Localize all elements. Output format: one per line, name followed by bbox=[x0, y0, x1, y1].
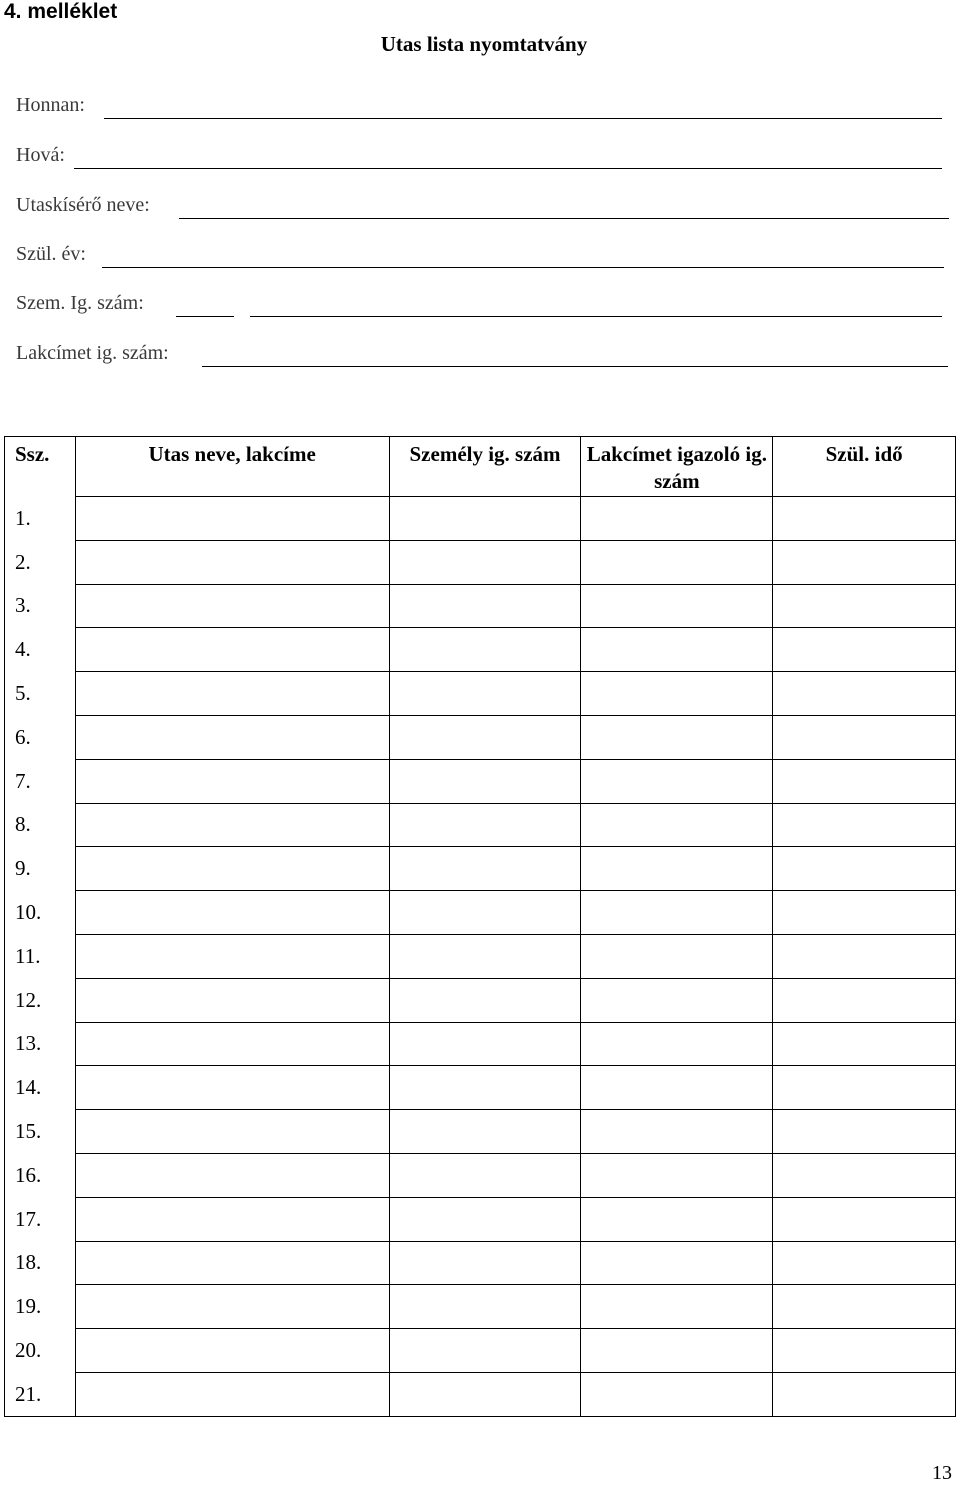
name-address-cell[interactable] bbox=[75, 1066, 389, 1110]
passenger-table bbox=[4, 436, 956, 1417]
address-id-cell[interactable] bbox=[581, 759, 773, 803]
field-address-id-label: Lakcímet ig. szám: bbox=[16, 342, 169, 364]
table-row bbox=[5, 628, 956, 672]
address-id-cell[interactable] bbox=[581, 672, 773, 716]
table-header-row bbox=[5, 437, 956, 497]
row-number: 14. bbox=[5, 1066, 76, 1110]
field-to-line[interactable] bbox=[74, 168, 942, 169]
name-address-cell[interactable] bbox=[75, 847, 389, 891]
address-id-cell[interactable] bbox=[581, 628, 773, 672]
field-from-line[interactable] bbox=[104, 118, 942, 119]
birth-date-cell[interactable] bbox=[773, 1066, 956, 1110]
birth-date-cell[interactable] bbox=[773, 978, 956, 1022]
birth-date-cell[interactable] bbox=[773, 1197, 956, 1241]
address-id-cell[interactable] bbox=[581, 847, 773, 891]
table-row bbox=[5, 891, 956, 935]
birth-date-cell[interactable] bbox=[773, 1022, 956, 1066]
row-number: 18. bbox=[5, 1241, 76, 1285]
table-row bbox=[5, 1022, 956, 1066]
address-id-cell[interactable] bbox=[581, 1022, 773, 1066]
table-row bbox=[5, 1329, 956, 1373]
birth-date-cell[interactable] bbox=[773, 715, 956, 759]
address-id-cell[interactable] bbox=[581, 1066, 773, 1110]
birth-date-cell[interactable] bbox=[773, 540, 956, 584]
address-id-cell[interactable] bbox=[581, 934, 773, 978]
name-address-cell[interactable] bbox=[75, 803, 389, 847]
field-escort-name-label: Utaskísérő neve: bbox=[16, 194, 150, 216]
name-address-cell[interactable] bbox=[75, 934, 389, 978]
name-address-cell[interactable] bbox=[75, 1241, 389, 1285]
id-number-cell[interactable] bbox=[389, 1285, 581, 1329]
name-address-cell[interactable] bbox=[75, 1110, 389, 1154]
id-number-cell[interactable] bbox=[389, 1066, 581, 1110]
id-number-cell[interactable] bbox=[389, 1153, 581, 1197]
field-id-number-label: Szem. Ig. szám: bbox=[16, 292, 144, 314]
appendix-label: 4. melléklet bbox=[4, 0, 118, 23]
table-row bbox=[5, 1110, 956, 1154]
name-address-cell[interactable] bbox=[75, 891, 389, 935]
name-address-cell[interactable] bbox=[75, 759, 389, 803]
field-to bbox=[16, 144, 65, 167]
name-address-cell[interactable] bbox=[75, 715, 389, 759]
id-number-cell[interactable] bbox=[389, 978, 581, 1022]
address-id-cell[interactable] bbox=[581, 803, 773, 847]
table-row bbox=[5, 1241, 956, 1285]
col-header-number: Ssz. bbox=[5, 437, 76, 497]
field-from bbox=[16, 94, 85, 117]
id-number-cell[interactable] bbox=[389, 628, 581, 672]
id-number-cell[interactable] bbox=[389, 759, 581, 803]
address-id-cell[interactable] bbox=[581, 497, 773, 541]
field-escort-name bbox=[16, 194, 150, 217]
form-title: Utas lista nyomtatvány bbox=[380, 32, 588, 56]
row-number: 21. bbox=[5, 1372, 76, 1416]
address-id-cell[interactable] bbox=[581, 584, 773, 628]
table-row bbox=[5, 1372, 956, 1416]
address-id-cell[interactable] bbox=[581, 978, 773, 1022]
table-row bbox=[5, 1153, 956, 1197]
row-number: 4. bbox=[5, 628, 76, 672]
table-row bbox=[5, 803, 956, 847]
table-row bbox=[5, 1285, 956, 1329]
address-id-cell[interactable] bbox=[581, 715, 773, 759]
row-number: 9. bbox=[5, 847, 76, 891]
field-escort-name-line[interactable] bbox=[179, 218, 949, 219]
name-address-cell[interactable] bbox=[75, 1372, 389, 1416]
table-row bbox=[5, 759, 956, 803]
birth-date-cell[interactable] bbox=[773, 1285, 956, 1329]
id-number-cell[interactable] bbox=[389, 1022, 581, 1066]
address-id-cell[interactable] bbox=[581, 1197, 773, 1241]
id-number-cell[interactable] bbox=[389, 1197, 581, 1241]
address-id-cell[interactable] bbox=[581, 1110, 773, 1154]
birth-date-cell[interactable] bbox=[773, 497, 956, 541]
birth-date-cell[interactable] bbox=[773, 891, 956, 935]
birth-date-cell[interactable] bbox=[773, 1241, 956, 1285]
address-id-cell[interactable] bbox=[581, 891, 773, 935]
id-number-cell[interactable] bbox=[389, 1241, 581, 1285]
table-row bbox=[5, 540, 956, 584]
id-number-cell[interactable] bbox=[389, 715, 581, 759]
field-address-id bbox=[16, 342, 169, 365]
id-number-cell[interactable] bbox=[389, 1329, 581, 1373]
row-number: 16. bbox=[5, 1153, 76, 1197]
address-id-cell[interactable] bbox=[581, 1329, 773, 1373]
row-number: 8. bbox=[5, 803, 76, 847]
id-number-cell[interactable] bbox=[389, 584, 581, 628]
name-address-cell[interactable] bbox=[75, 628, 389, 672]
address-id-cell[interactable] bbox=[581, 540, 773, 584]
name-address-cell[interactable] bbox=[75, 978, 389, 1022]
address-id-cell[interactable] bbox=[581, 1241, 773, 1285]
birth-date-cell[interactable] bbox=[773, 1110, 956, 1154]
id-number-cell[interactable] bbox=[389, 934, 581, 978]
table-row bbox=[5, 1197, 956, 1241]
name-address-cell[interactable] bbox=[75, 672, 389, 716]
field-address-id-line[interactable] bbox=[202, 366, 948, 367]
table-row bbox=[5, 672, 956, 716]
name-address-cell[interactable] bbox=[75, 1285, 389, 1329]
birth-date-cell[interactable] bbox=[773, 759, 956, 803]
id-number-cell[interactable] bbox=[389, 803, 581, 847]
table-row bbox=[5, 584, 956, 628]
row-number: 19. bbox=[5, 1285, 76, 1329]
row-number: 2. bbox=[5, 540, 76, 584]
birth-date-cell[interactable] bbox=[773, 847, 956, 891]
col-header-address-id: Lakcímet igazoló ig. szám bbox=[581, 437, 773, 497]
col-header-id-number: Személy ig. szám bbox=[389, 437, 581, 497]
table-row bbox=[5, 1066, 956, 1110]
row-number: 6. bbox=[5, 715, 76, 759]
row-number: 20. bbox=[5, 1329, 76, 1373]
id-number-cell[interactable] bbox=[389, 847, 581, 891]
row-number: 15. bbox=[5, 1110, 76, 1154]
name-address-cell[interactable] bbox=[75, 1197, 389, 1241]
row-number: 3. bbox=[5, 584, 76, 628]
address-id-cell[interactable] bbox=[581, 1153, 773, 1197]
name-address-cell[interactable] bbox=[75, 584, 389, 628]
birth-date-cell[interactable] bbox=[773, 934, 956, 978]
row-number: 5. bbox=[5, 672, 76, 716]
row-number: 13. bbox=[5, 1022, 76, 1066]
page-number: 13 bbox=[932, 1462, 952, 1484]
id-number-cell[interactable] bbox=[389, 1372, 581, 1416]
id-number-cell[interactable] bbox=[389, 497, 581, 541]
row-number: 1. bbox=[5, 497, 76, 541]
row-number: 10. bbox=[5, 891, 76, 935]
birth-date-cell[interactable] bbox=[773, 1153, 956, 1197]
row-number: 11. bbox=[5, 934, 76, 978]
table-row bbox=[5, 934, 956, 978]
birth-date-cell[interactable] bbox=[773, 803, 956, 847]
name-address-cell[interactable] bbox=[75, 1329, 389, 1373]
id-number-cell[interactable] bbox=[389, 1110, 581, 1154]
birth-date-cell[interactable] bbox=[773, 672, 956, 716]
address-id-cell[interactable] bbox=[581, 1285, 773, 1329]
id-number-cell[interactable] bbox=[389, 891, 581, 935]
field-id-number-line-b[interactable] bbox=[250, 316, 942, 317]
field-birth-year-label: Szül. év: bbox=[16, 243, 86, 265]
row-number: 17. bbox=[5, 1197, 76, 1241]
field-birth-year bbox=[16, 243, 86, 266]
col-header-birth-date: Szül. idő bbox=[773, 437, 956, 497]
birth-date-cell[interactable] bbox=[773, 584, 956, 628]
id-number-cell[interactable] bbox=[389, 672, 581, 716]
table-row bbox=[5, 978, 956, 1022]
field-id-number bbox=[16, 292, 144, 315]
birth-date-cell[interactable] bbox=[773, 1372, 956, 1416]
name-address-cell[interactable] bbox=[75, 1153, 389, 1197]
id-number-cell[interactable] bbox=[389, 540, 581, 584]
name-address-cell[interactable] bbox=[75, 1022, 389, 1066]
table-row bbox=[5, 847, 956, 891]
name-address-cell[interactable] bbox=[75, 540, 389, 584]
field-from-label: Honnan: bbox=[16, 94, 85, 116]
address-id-cell[interactable] bbox=[581, 1372, 773, 1416]
row-number: 12. bbox=[5, 978, 76, 1022]
field-birth-year-line[interactable] bbox=[102, 267, 944, 268]
table-row bbox=[5, 497, 956, 541]
col-header-name-address: Utas neve, lakcíme bbox=[75, 437, 389, 497]
table-row bbox=[5, 715, 956, 759]
field-to-label: Hová: bbox=[16, 144, 65, 166]
name-address-cell[interactable] bbox=[75, 497, 389, 541]
birth-date-cell[interactable] bbox=[773, 628, 956, 672]
birth-date-cell[interactable] bbox=[773, 1329, 956, 1373]
field-id-number-line-a[interactable] bbox=[176, 316, 234, 317]
row-number: 7. bbox=[5, 759, 76, 803]
